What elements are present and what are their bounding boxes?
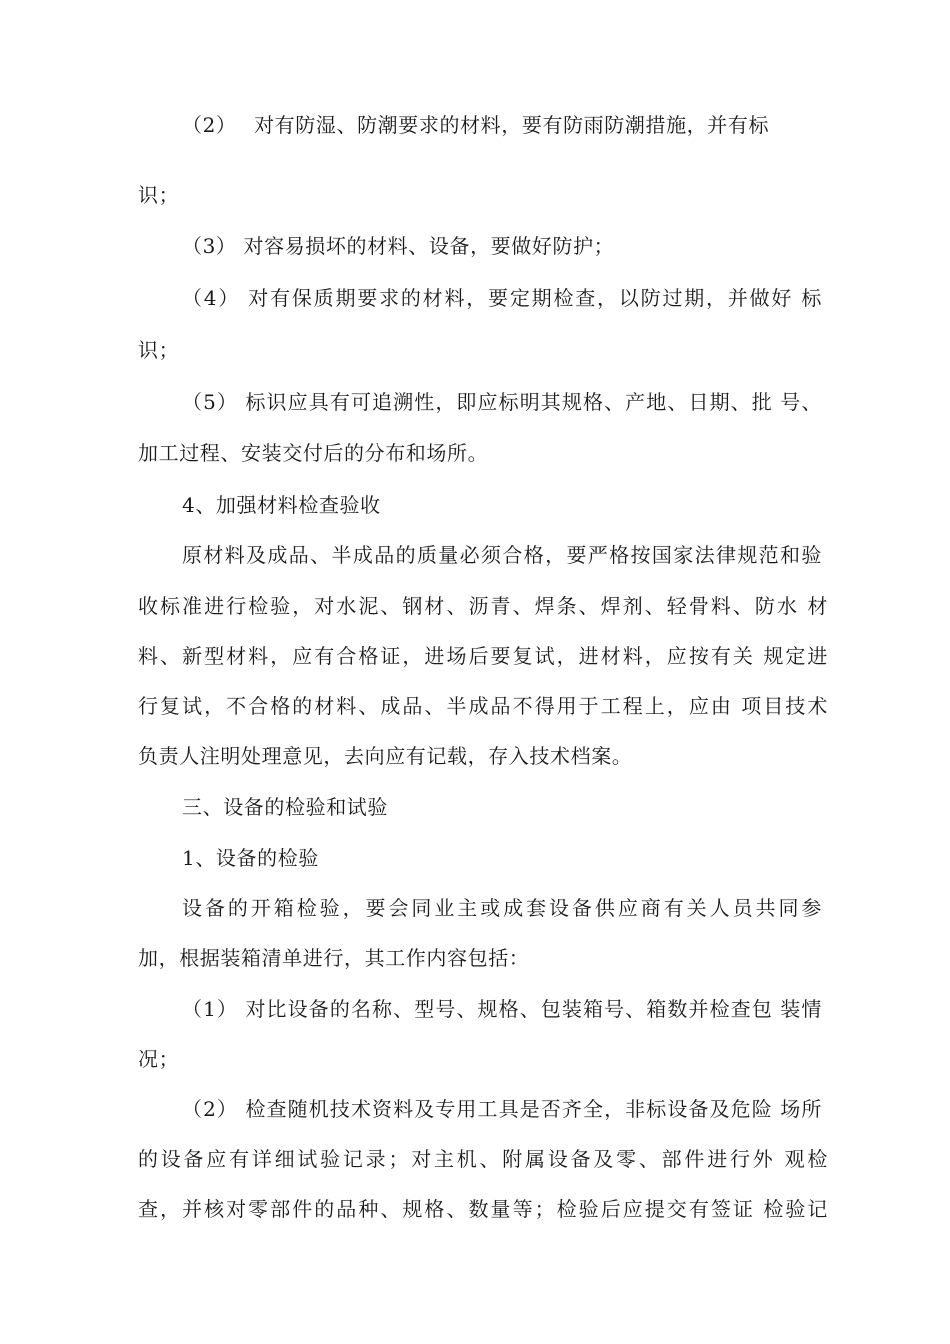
text-line: 收标准进行检验，对水泥、钢材、沥青、焊条、焊剂、轻骨料、防水 材: [138, 594, 828, 618]
text-line: 料、新型材料，应有合格证，进场后要复试，进材料，应按有关 规定进: [138, 644, 828, 668]
section-heading: 4、加强材料检查验收: [182, 493, 381, 517]
text-line: 查，并核对零部件的品种、规格、数量等；检验后应提交有签证 检验记: [138, 1197, 828, 1221]
text-line: 加，根据装箱清单进行，其工作内容包括：: [138, 946, 530, 970]
text-line: 负责人注明处理意见，去向应有记载，存入技术档案。: [138, 744, 633, 768]
text-line: 的设备应有详细试验记录；对主机、附属设备及零、部件进行外 观检: [138, 1147, 828, 1171]
section-heading: 三、设备的检验和试验: [182, 795, 388, 819]
text-line: （5） 标识应具有可追溯性，即应标明其规格、产地、日期、批 号、: [182, 390, 822, 414]
text-line: （1） 对比设备的名称、型号、规格、包装箱号、箱数并检查包 装情: [182, 997, 822, 1021]
text-line: （2） 检查随机技术资料及专用工具是否齐全，非标设备及危险 场所: [182, 1097, 822, 1121]
text-line: 况；: [138, 1047, 180, 1071]
text-line: 加工过程、安装交付后的分布和场所。: [138, 441, 489, 465]
text-line: （2） 对有防湿、防潮要求的材料，要有防雨防潮措施，并有标: [182, 113, 770, 137]
text-line: 设备的开箱检验，要会同业主或成套设备供应商有关人员共同参: [182, 896, 822, 920]
text-line: 识；: [138, 338, 180, 362]
text-line: 行复试，不合格的材料、成品、半成品不得用于工程上，应由 项目技术: [138, 694, 828, 718]
text-line: （3） 对容易损坏的材料、设备，要做好防护；: [182, 234, 615, 258]
section-heading: 1、设备的检验: [182, 846, 319, 870]
text-line: 识；: [138, 183, 180, 207]
text-line: （4） 对有保质期要求的材料，要定期检查，以防过期，并做好 标: [182, 286, 822, 310]
text-line: 原材料及成品、半成品的质量必须合格，要严格按国家法律规范和验: [182, 543, 822, 567]
